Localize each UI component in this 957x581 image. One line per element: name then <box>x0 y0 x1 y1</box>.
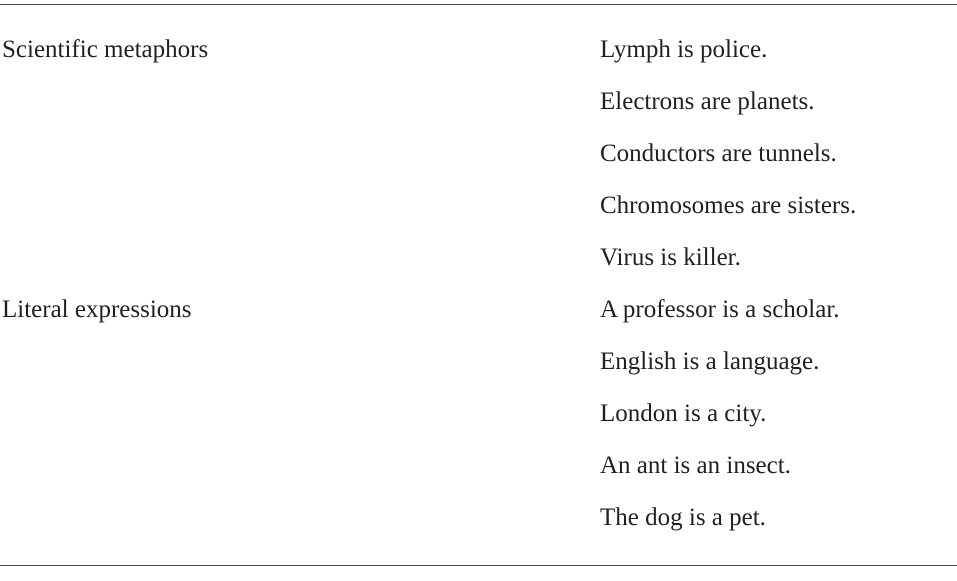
table-cell: Virus is killer. <box>600 244 741 271</box>
table-cell: An ant is an insect. <box>600 452 791 479</box>
table-cell: A professor is a scholar. <box>600 296 840 323</box>
stimuli-table <box>0 24 957 544</box>
table-cell: The dog is a pet. <box>600 504 766 531</box>
table-cell: English is a language. <box>600 348 820 375</box>
table-cell: Lymph is police. <box>600 36 768 63</box>
table-top-rule <box>0 4 957 5</box>
category-label: Literal expressions <box>2 296 192 323</box>
table-group-scientific-metaphors <box>0 24 957 284</box>
item-list <box>600 24 957 284</box>
table-group-literal-expressions <box>0 284 957 544</box>
table-cell: Conductors are tunnels. <box>600 140 837 167</box>
item-list <box>600 284 957 544</box>
table-bottom-rule <box>0 565 957 566</box>
table-cell: London is a city. <box>600 400 767 427</box>
category-label: Scientific metaphors <box>2 36 209 63</box>
table-cell: Chromosomes are sisters. <box>600 192 857 219</box>
table-cell: Electrons are planets. <box>600 88 815 115</box>
